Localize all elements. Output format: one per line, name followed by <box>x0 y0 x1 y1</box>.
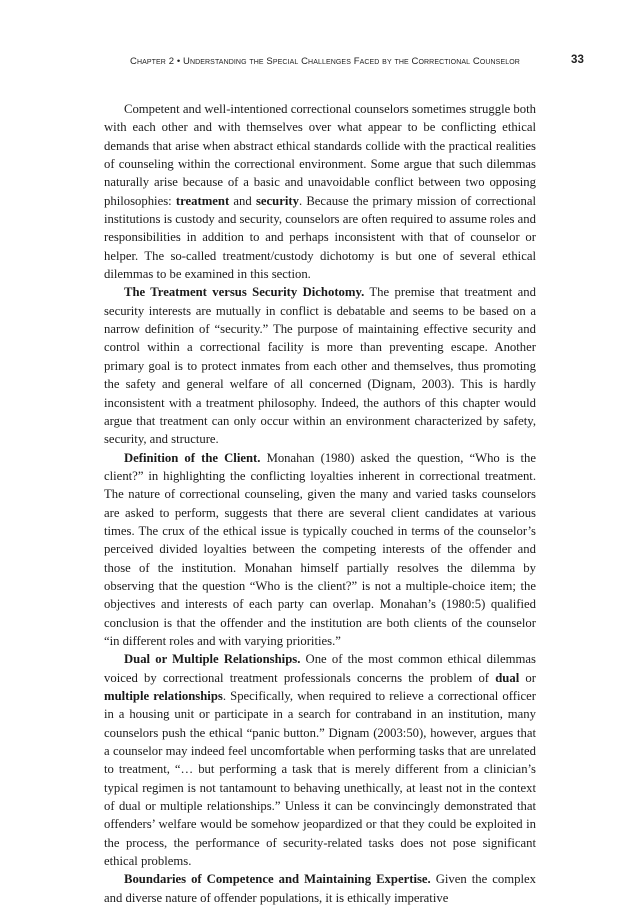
paragraph-client <box>104 449 536 651</box>
body-text <box>104 100 536 907</box>
heading-treatment-security: The Treatment versus Security Dichotomy. <box>124 285 365 300</box>
intro-text-b: and <box>229 193 256 208</box>
dual-text-a: One of the most common ethical dilemmas voiced by correctional treatment professionals concerns the problem of <box>104 652 536 685</box>
heading-competence: Boundaries of Competence and Maintaining Expertise. <box>124 872 431 887</box>
running-head: Chapter 2 • Understanding the Special Challenges Faced by the Correctional Counselor <box>130 56 520 67</box>
dual-text-b: or <box>519 670 536 685</box>
competence-text: Given the complex and diverse nature of offender populations, it is ethically imperative <box>104 872 536 905</box>
term-multiple-relationships: multiple relationships <box>104 689 223 703</box>
paragraph-intro <box>104 100 536 283</box>
term-treatment: treatment <box>175 193 230 208</box>
heading-dual-relationships: Dual or Multiple Relationships. <box>124 652 301 667</box>
paragraph-dual-relationships <box>104 650 536 870</box>
paragraph-competence <box>104 870 536 907</box>
page-number: 33 <box>571 54 584 66</box>
page-header <box>100 54 584 70</box>
intro-text-c: . Because the primary mission of correctional institutions is custody and security, counselors are often required to assume roles and responsibilities in addition to and perhaps inconsistent with that of counselor or helper. The so-called treatment/custody dichotomy is but one of several ethical dilemmas to be examined in this section. <box>104 193 536 282</box>
intro-text-a: Competent and well-intentioned correctional counselors sometimes struggle both with each other and with themselves over what appear to be conflicting ethical demands that arise when abstract ethical standards collide with the practical realities of counseling within the correctional environment. Some argue that such dilemmas naturally arise because of a basic and unavoidable conflict between two opposing philosophies: <box>104 102 536 208</box>
heading-client: Definition of the Client. <box>124 450 261 465</box>
treatment-security-text: The premise that treatment and security interests are mutually in conflict is debatable and seems to be based on a narrow definition of “security.” The purpose of maintaining effective security and control within a correctional facility is more than preventing escape. Another primary goal is to protect inmates from each other and themselves, thus promoting the safety and general welfare of all concerned (Dignam, 2003). This is hardly inconsistent with a treatment philosophy. Indeed, the authors of this chapter would argue that treatment can only occur within an environment characterized by safety, security, and structure. <box>104 285 536 447</box>
term-security: security <box>255 193 299 208</box>
term-dual: dual <box>495 670 520 685</box>
paragraph-treatment-security <box>104 283 536 448</box>
client-text: Monahan (1980) asked the question, “Who is the client?” in highlighting the conflicting loyalties inherent in correctional treatment. The nature of correctional counseling, given the many and varied tasks counselors are asked to perform, suggests that there are several client candidates at various times. The crux of the ethical issue is typically couched in terms of the counselor’s perceived divided loyalties between the competing interests of the offender and those of the institution. Monahan himself partially resolves the dilemma by observing that the question “Who is the client?” is not a multiple-choice item; the objectives and interests of each party can overlap. Monahan’s (1980:5) qualified conclusion is that the offender and the institution are both clients of the counselor “in different roles and with varying priorities.” <box>104 450 536 648</box>
dual-text-c: . Specifically, when required to relieve a correctional officer in a housing unit or participate in a search for contraband in an institution, many counselors push the ethical “panic button.” Dignam (2003:50), however, argues that a counselor may indeed feel uncomfortable when performing tasks that are unrelated to treatment, “… but performing a task that is merely different from a clinician’s typical regimen is not tantamount to behaving unethically, at least not in the context of dual or multiple relationships.” Unless it can be convincingly demonstrated that offenders’ welfare would be somehow jeopardized or that they could be exploited in the process, the performance of security-related tasks does not pose significant ethical problems. <box>104 689 536 869</box>
